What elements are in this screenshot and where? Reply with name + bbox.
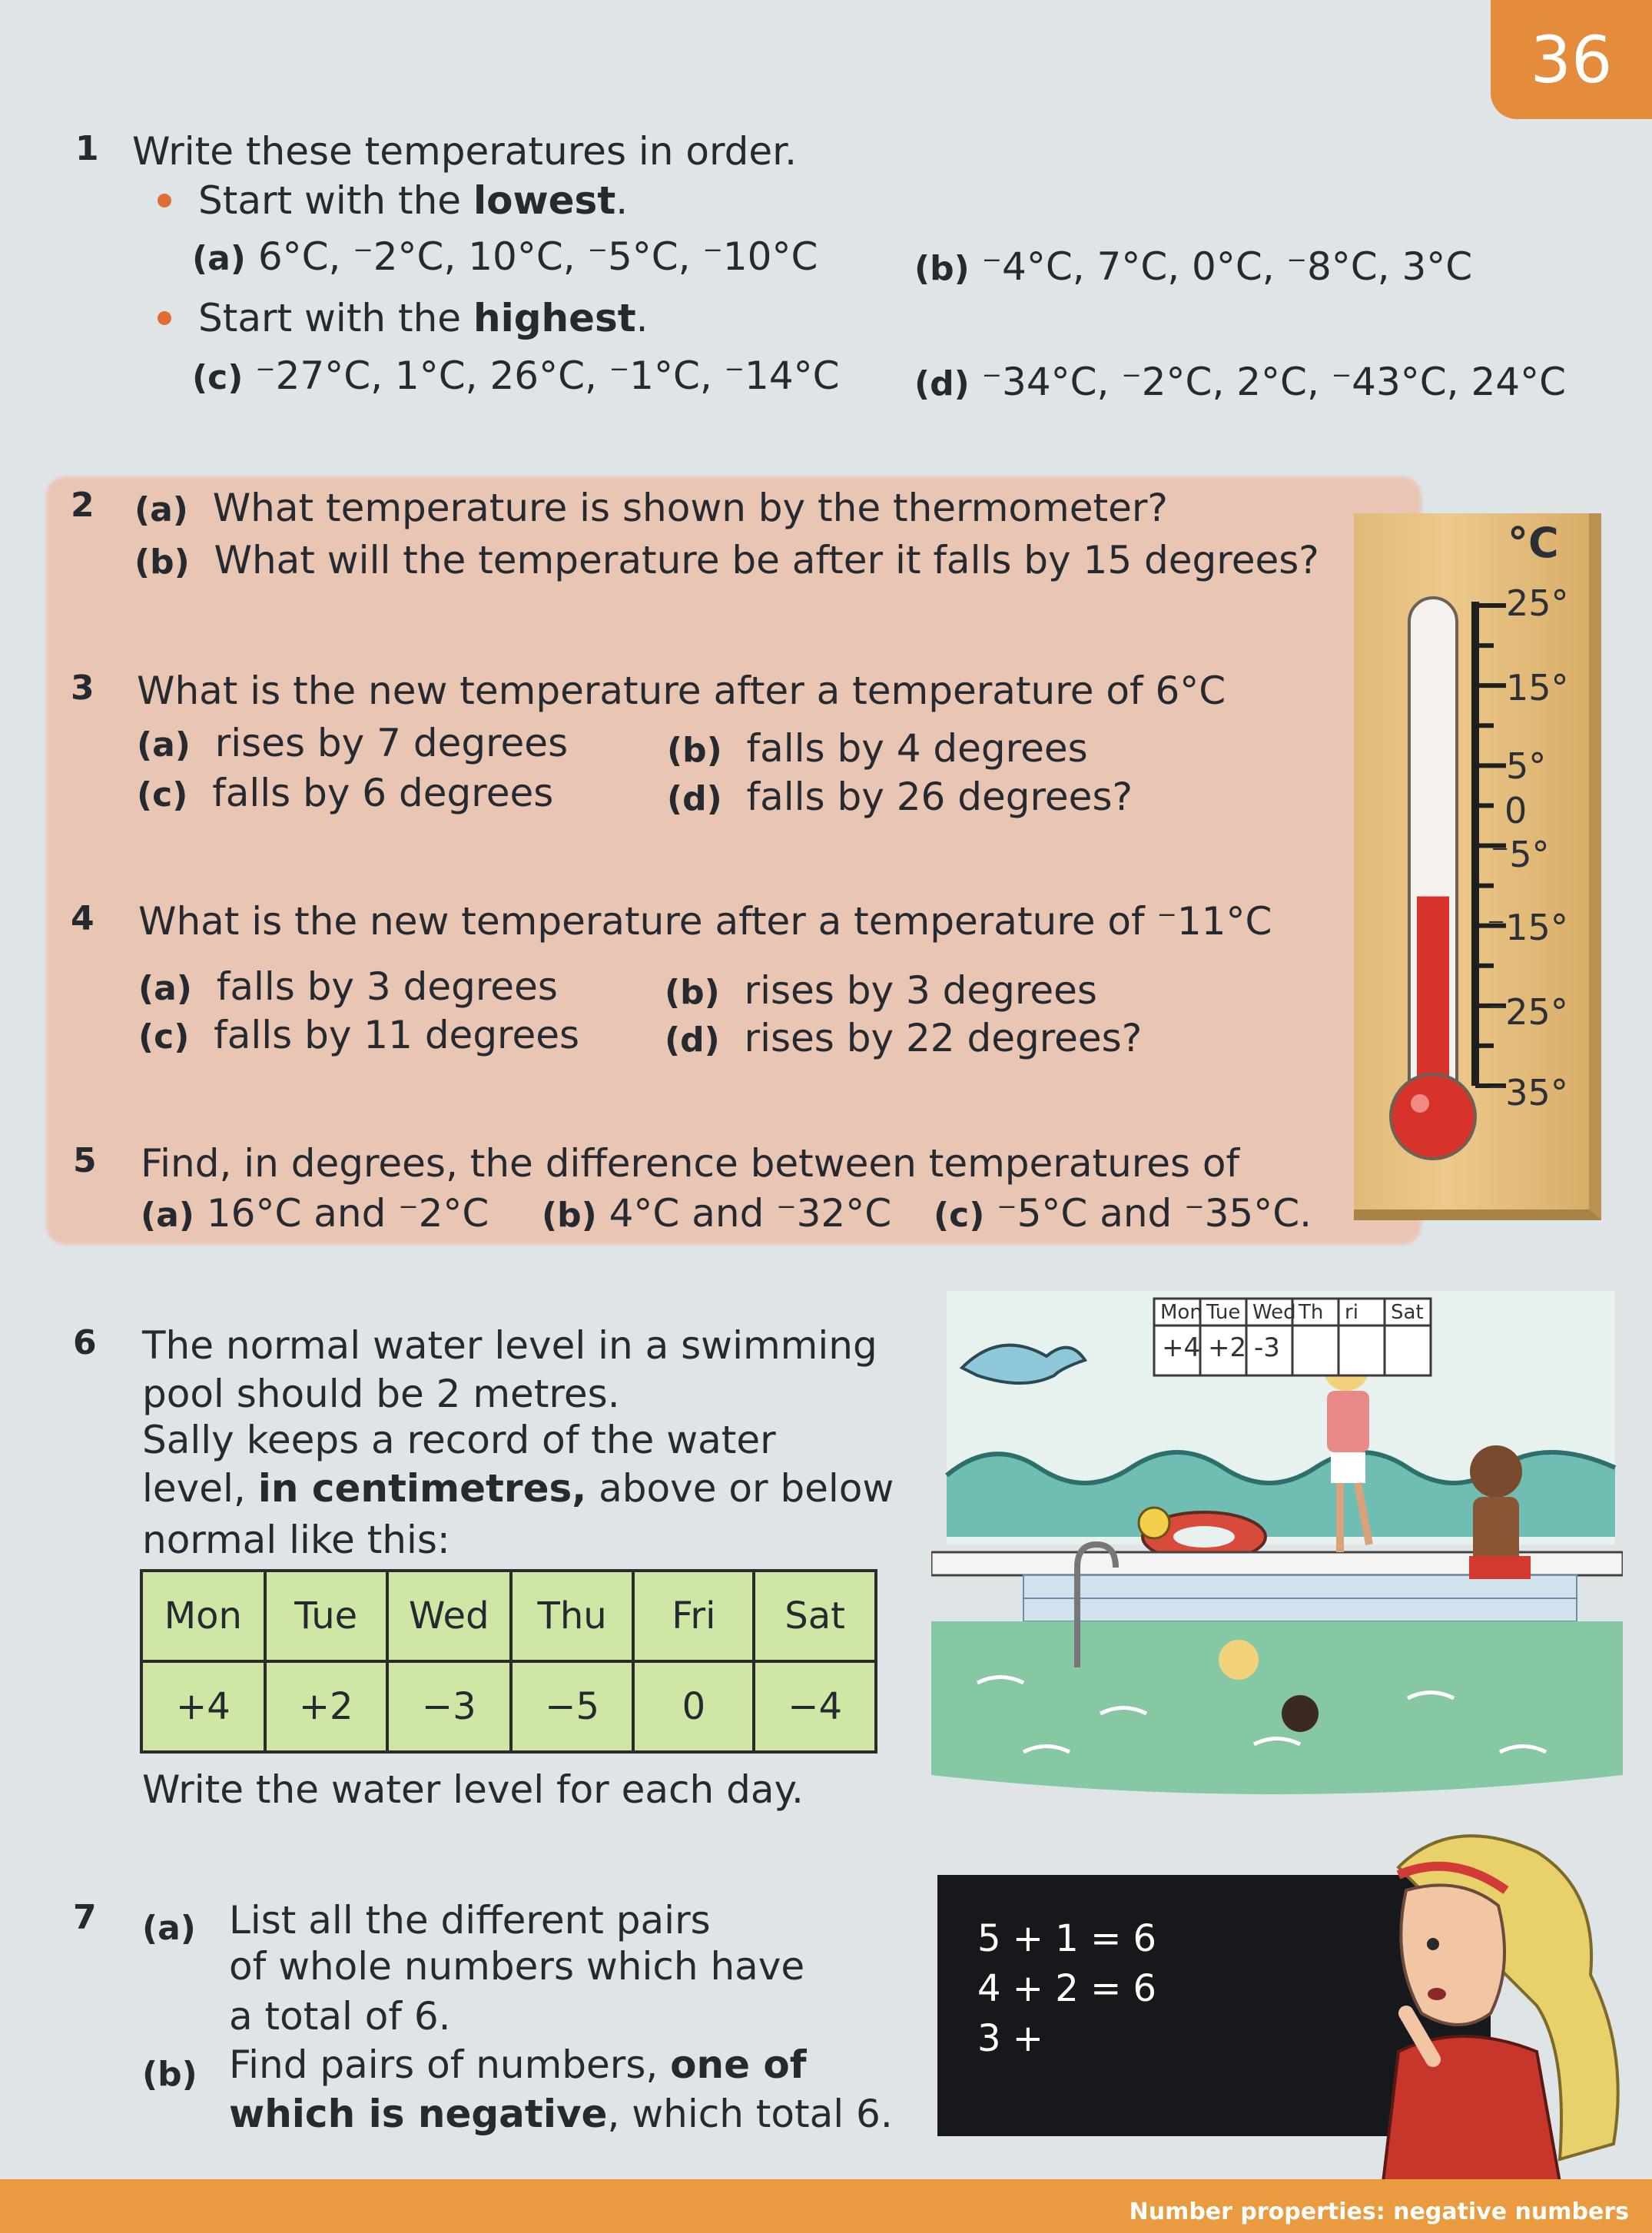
q4-part-b: (b) rises by 3 degrees [665,968,1097,1013]
q5-part-c: (c) ⁻5°C and ⁻35°C. [934,1191,1312,1236]
q5-part-b: (b) 4°C and ⁻32°C [542,1191,892,1236]
table-header-cell: Sat [754,1571,876,1661]
thermometer-label-minus-25: ⁻25° [1487,991,1568,1033]
table-header-cell: Tue [265,1571,387,1661]
q7-a-line-3: a total of 6. [229,1994,451,2039]
q7-part-a-label: (a) [142,1909,196,1948]
table-cell: +4 [141,1661,265,1752]
q1-part-d: (d) ⁻34°C, ⁻2°C, 2°C, ⁻43°C, 24°C [914,360,1567,404]
q6-line-2: pool should be 2 metres. [142,1372,620,1416]
question-3-number: 3 [71,669,95,708]
questions-2-5-panel [46,476,1421,1245]
q6-instruction: Write the water level for each day. [142,1767,804,1812]
question-4-number: 4 [71,899,95,938]
thermometer-unit: °C [1508,519,1559,567]
question-6-number: 6 [73,1323,97,1362]
table-cell: −4 [754,1661,876,1752]
pool-board-value: +4 [1162,1332,1201,1363]
table-cell: −3 [387,1661,511,1752]
pool-board-day: Th [1299,1301,1324,1324]
q1-part-b: (b) ⁻4°C, 7°C, 0°C, ⁻8°C, 3°C [914,244,1473,289]
q2-part-b: (b) What will the temperature be after it falls by 15 degrees? [134,538,1319,582]
pool-board-value: +2 [1208,1332,1247,1363]
thermometer-label-minus-15: ⁻15° [1487,907,1568,948]
question-7-number: 7 [73,1898,97,1937]
table-header-cell: Thu [511,1571,634,1661]
question-4-text: What is the new temperature after a temperature of ⁻11°C [138,899,1272,944]
q3-part-d: (d) falls by 26 degrees? [667,775,1133,819]
table-header-cell: Wed [387,1571,511,1661]
q1-part-a: (a) 6°C, ⁻2°C, 10°C, ⁻5°C, ⁻10°C [192,234,818,279]
girl-illustration [1306,1821,1644,2182]
page-number: 36 [1491,0,1652,119]
footer-text: Number properties: negative numbers [1129,2198,1629,2225]
table-cell: +2 [265,1661,387,1752]
q7-b-line-2: which is negative, which total 6. [229,2092,893,2136]
q2-part-a: (a) What temperature is shown by the thermometer? [134,486,1168,530]
pool-board-day: Sat [1391,1301,1424,1324]
bullet-icon [158,311,171,325]
question-2-number: 2 [71,486,95,525]
thermometer-label-0: 0 [1504,790,1528,831]
q6-line-5: normal like this: [142,1518,450,1562]
q7-a-line-2: of whole numbers which have [229,1944,805,1989]
q1-part-c: (c) ⁻27°C, 1°C, 26°C, ⁻1°C, ⁻14°C [192,353,840,398]
chalkboard-line-2: 4 + 2 = 6 [977,1967,1157,2010]
thermometer-label-minus-35: ⁻35° [1487,1072,1568,1113]
thermometer-label-25: 25° [1506,582,1569,624]
question-1-number: 1 [75,129,99,168]
q1-bullet-highest: Start with the highest. [198,296,649,340]
table-row [141,1571,876,1661]
water-level-table [140,1569,877,1754]
question-3-text: What is the new temperature after a temperature of 6°C [137,669,1226,713]
q7-a-line-1: List all the different pairs [229,1898,711,1943]
swimming-pool-illustration [931,1283,1623,1806]
thermometer-label-15: 15° [1506,667,1569,708]
pool-board-day: ri [1345,1301,1358,1324]
q7-b-line-1: Find pairs of numbers, one of [229,2042,807,2087]
pool-board-day: Wed [1252,1301,1296,1324]
q6-line-3: Sally keeps a record of the water [142,1418,776,1462]
question-5-number: 5 [73,1141,97,1180]
q4-part-c: (c) falls by 11 degrees [138,1013,580,1057]
q1-bullet-lowest: Start with the lowest. [198,178,629,223]
q3-part-c: (c) falls by 6 degrees [137,771,554,815]
table-cell: −5 [511,1661,634,1752]
q4-part-a: (a) falls by 3 degrees [138,964,558,1009]
q6-line-1: The normal water level in a swimming [142,1323,877,1368]
table-cell: 0 [633,1661,754,1752]
q4-part-d: (d) rises by 22 degrees? [665,1016,1143,1060]
thermometer-label-minus-5: ⁻5° [1491,834,1550,875]
q5-part-a: (a) 16°C and ⁻2°C [141,1191,489,1236]
bullet-icon [158,194,171,207]
question-1-text: Write these temperatures in order. [132,129,797,174]
question-5-text: Find, in degrees, the difference between temperatures of [141,1141,1240,1186]
thermometer-label-5: 5° [1506,745,1547,787]
table-row [141,1661,876,1752]
chalkboard-line-1: 5 + 1 = 6 [977,1917,1157,1960]
pool-board-day: Mon [1160,1301,1203,1324]
q7-part-b-label: (b) [142,2055,197,2094]
chalkboard-line-3: 3 + [977,2017,1044,2060]
q3-part-b: (b) falls by 4 degrees [667,726,1088,771]
pool-board-day: Tue [1206,1301,1241,1324]
pool-board-value: -3 [1254,1332,1280,1363]
table-header-cell: Fri [633,1571,754,1661]
q3-part-a: (a) rises by 7 degrees [137,721,569,765]
q6-line-4: level, in centimetres, above or below [142,1466,894,1511]
table-header-cell: Mon [141,1571,265,1661]
